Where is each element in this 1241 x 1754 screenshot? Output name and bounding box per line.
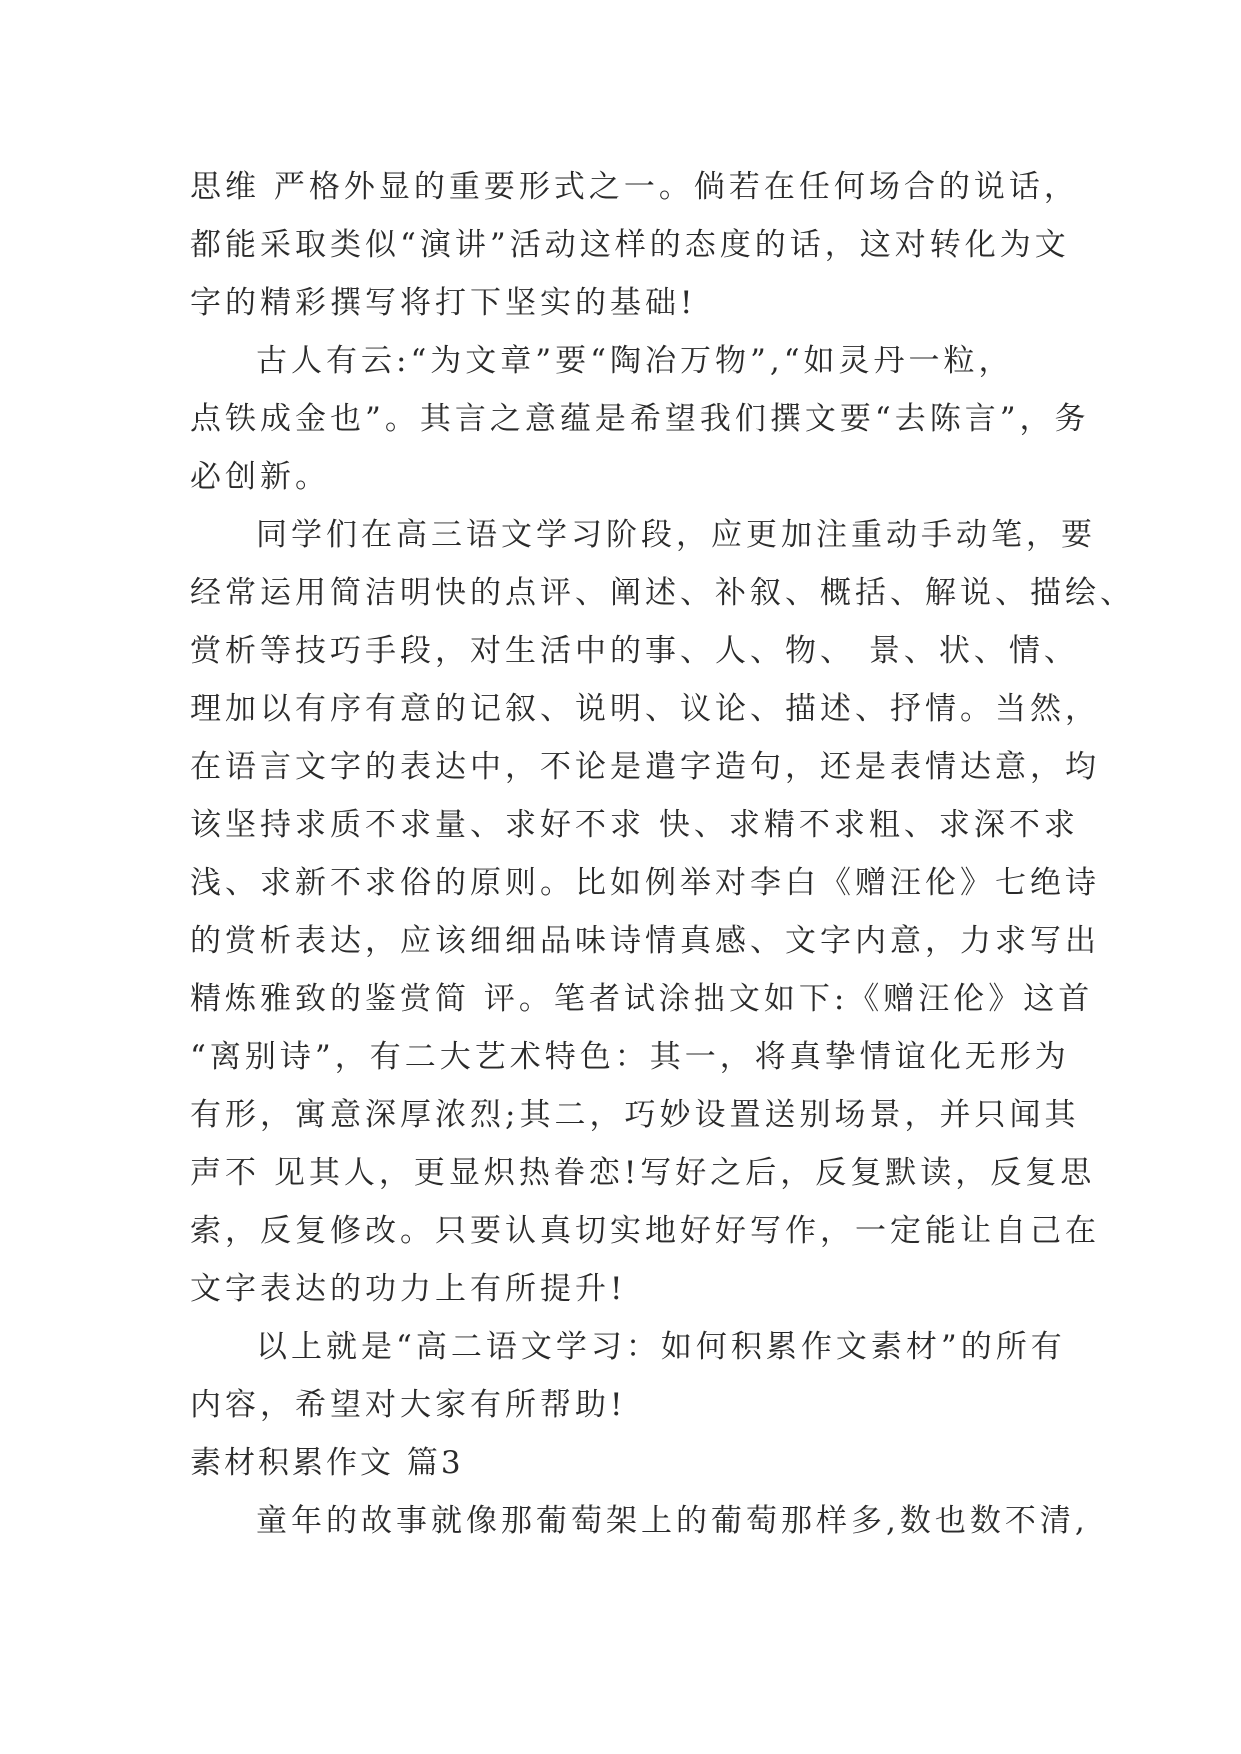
paragraph-start-line: 童年的故事就像那葡萄架上的葡萄那样多,数也数不清, [256,1503,1089,1539]
text-line: 该坚持求质不求量、求好不求 快、求精不求粗、求深不求 [190,807,1079,843]
text-line: 内容，希望对大家有所帮助! [190,1387,627,1423]
text-line: 理加以有序有意的记叙、说明、议论、描述、抒情。当然， [190,691,1100,727]
paragraph-start-line: 同学们在高三语文学习阶段，应更加注重动手动笔，要 [256,517,1096,553]
text-line: 字的精彩撰写将打下坚实的基础! [190,285,697,321]
text-line: 精炼雅致的鉴赏简 评。笔者试涂拙文如下:《赠汪伦》这首 [190,981,1094,1017]
article-body [190,158,1135,1550]
paragraph-start-line: 古人有云:“为文章”要“陶冶万物”,“如灵丹一粒， [256,343,1014,379]
text-line: 在语言文字的表达中，不论是遣字造句，还是表情达意，均 [190,749,1100,785]
text-line: “离别诗”，有二大艺术特色：其一，将真挚情谊化无形为 [190,1039,1070,1075]
text-line: 经常运用简洁明快的点评、阐述、补叙、概括、解说、描绘、 [190,575,1135,611]
text-line: 的赏析表达，应该细细品味诗情真感、文字内意，力求写出 [190,923,1100,959]
text-line: 点铁成金也”。其言之意蕴是希望我们撰文要“去陈言”，务 [190,401,1090,437]
text-line: 文字表达的功力上有所提升! [190,1271,627,1307]
text-line: 浅、求新不求俗的原则。比如例举对李白《赠汪伦》七绝诗 [190,865,1100,901]
text-line: 声不 见其人，更显炽热眷恋!写好之后，反复默读，反复思 [190,1155,1096,1191]
text-line: 赏析等技巧手段，对生活中的事、人、物、 景、状、情、 [190,633,1079,669]
text-line: 有形，寓意深厚浓烈;其二，巧妙设置送别场景，并只闻其 [190,1097,1080,1133]
section-heading: 素材积累作文 篇3 [190,1445,464,1481]
paragraph-start-line: 以上就是“高二语文学习：如何积累作文素材”的所有 [256,1329,1066,1365]
text-line: 都能采取类似“演讲”活动这样的态度的话，这对转化为文 [190,227,1070,263]
text-line: 索，反复修改。只要认真切实地好好写作，一定能让自己在 [190,1213,1100,1249]
text-line: 思维 严格外显的重要形式之一。倘若在任何场合的说话， [190,169,1079,205]
text-line: 必创新。 [190,459,330,495]
